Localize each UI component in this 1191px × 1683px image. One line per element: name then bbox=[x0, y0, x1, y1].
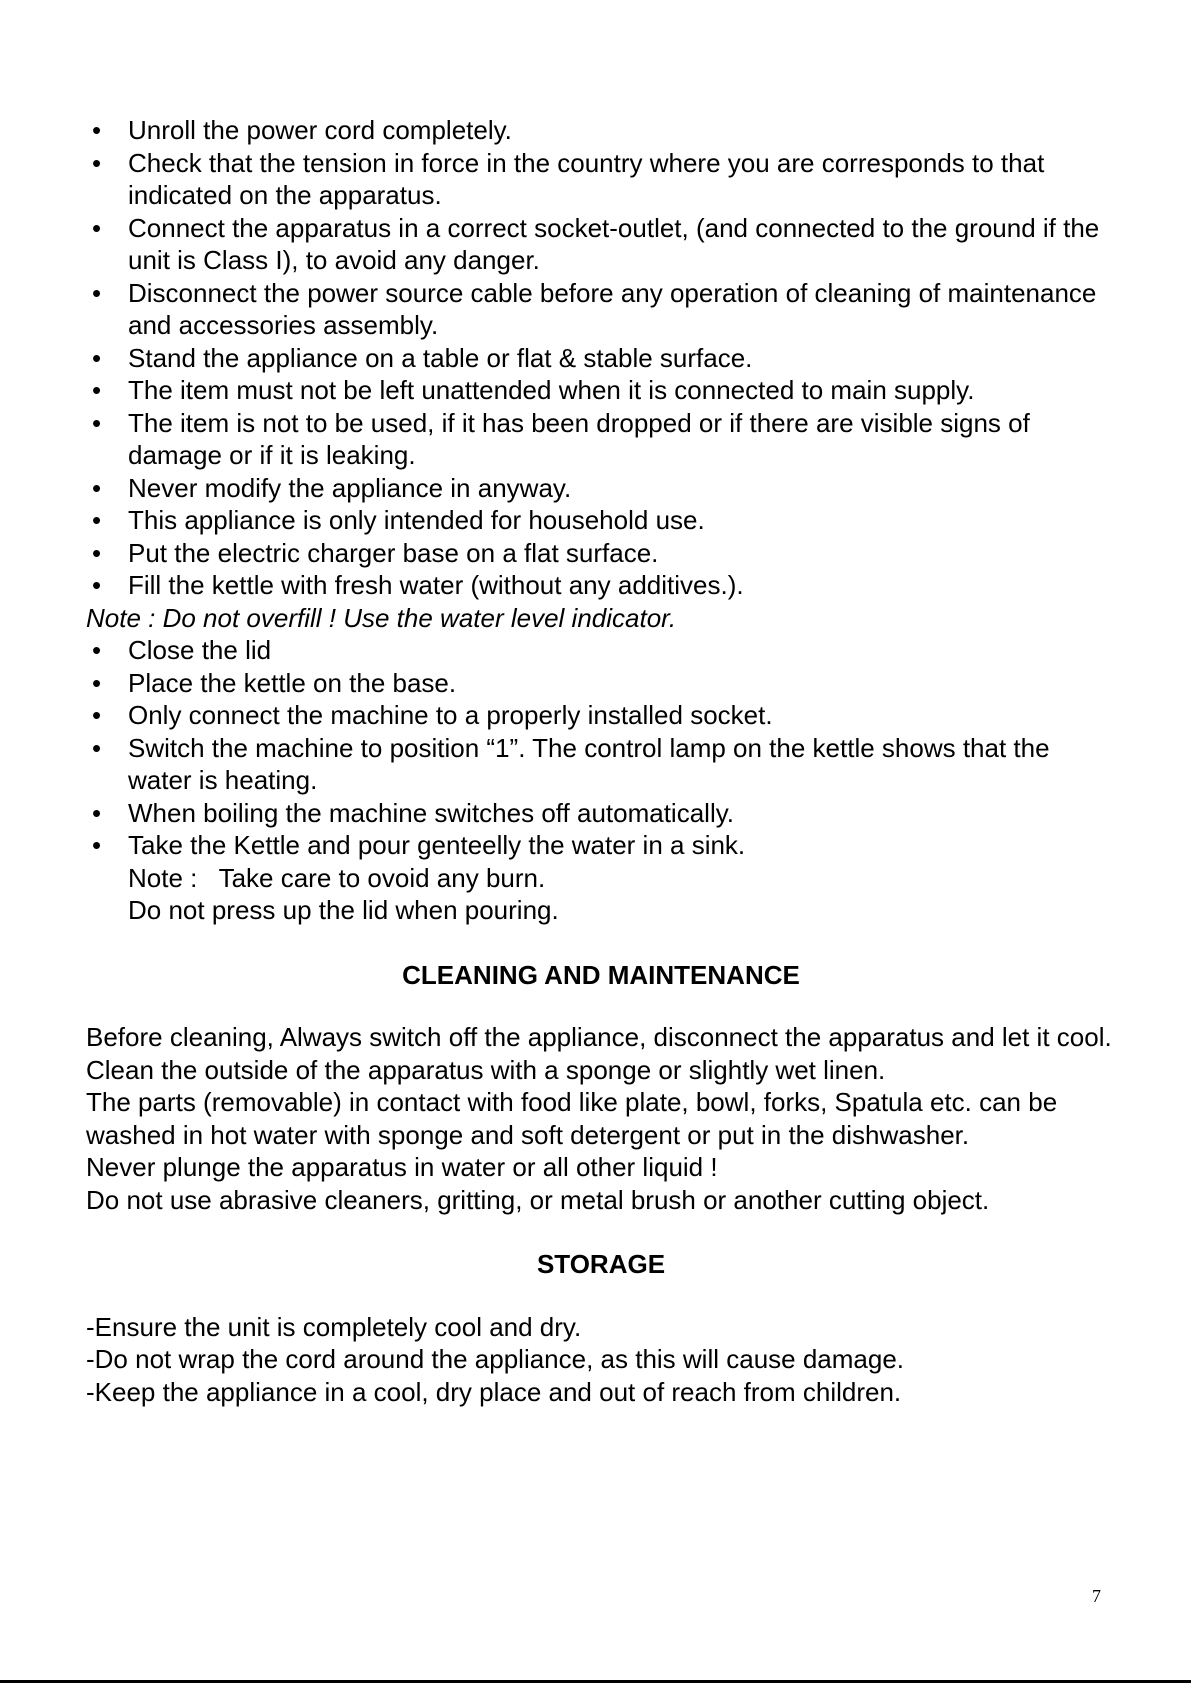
list-item: • Switch the machine to position “1”. The control lamp on the kettle shows that the water is heating. bbox=[92, 732, 1050, 795]
list-item: • Put the electric charger base on a flat surface. bbox=[92, 537, 659, 568]
storage-line: -Keep the appliance in a cool, dry place and out of reach from children. bbox=[86, 1376, 902, 1407]
cleaning-paragraph: The parts (removable) in contact with food like plate, bowl, forks, Spatula etc. can be washed in hot water with sponge and soft detergent or put in the dishwasher. bbox=[86, 1087, 1058, 1150]
list-item: • Never modify the appliance in anyway. bbox=[92, 472, 572, 503]
cleaning-paragraph: Before cleaning, Always switch off the appliance, disconnect the apparatus and let it cool. bbox=[86, 1022, 1112, 1052]
bullet-icon: • bbox=[92, 732, 102, 763]
document-body bbox=[86, 114, 1116, 1408]
cleaning-section bbox=[86, 1021, 1116, 1216]
list-item: • Check that the tension in force in the country where you are corresponds to that indicated on the apparatus. bbox=[92, 147, 1045, 210]
list-item: • The item must not be left unattended when it is connected to main supply. bbox=[92, 375, 975, 405]
bullet-icon: • bbox=[92, 667, 102, 698]
overfill-note: Note : Do not overfill ! Use the water level indicator. bbox=[86, 602, 677, 633]
bullet-icon: • bbox=[92, 115, 102, 145]
pour-note-lid: Do not press up the lid when pouring. bbox=[128, 895, 559, 925]
cleaning-paragraph: Never plunge the apparatus in water or all other liquid ! bbox=[86, 1152, 718, 1182]
storage-section bbox=[86, 1311, 1116, 1409]
bullet-icon: • bbox=[92, 375, 102, 405]
list-item: • Unroll the power cord completely. bbox=[92, 115, 512, 145]
list-item: • Close the lid bbox=[92, 635, 272, 665]
bullet-icon: • bbox=[92, 830, 102, 860]
bullet-icon: • bbox=[92, 472, 102, 503]
list-item: • Stand the appliance on a table or flat & stable surface. bbox=[92, 342, 753, 373]
safety-bullet-list bbox=[86, 114, 1116, 602]
list-item: • Take the Kettle and pour genteelly the water in a sink. bbox=[92, 830, 746, 860]
list-item: • Only connect the machine to a properly installed socket. bbox=[92, 700, 773, 730]
bullet-icon: • bbox=[92, 570, 102, 600]
list-item: • This appliance is only intended for household use. bbox=[92, 505, 705, 535]
bullet-icon: • bbox=[92, 212, 102, 243]
operation-bullet-list bbox=[86, 634, 1116, 862]
page-number: 7 bbox=[1092, 1586, 1101, 1606]
pour-note-burn: Note : Take care to ovoid any burn. bbox=[128, 862, 546, 893]
list-item: • When boiling the machine switches off automatically. bbox=[92, 797, 735, 828]
cleaning-paragraph: Do not use abrasive cleaners, gritting, or metal brush or another cutting object. bbox=[86, 1184, 990, 1215]
list-item: • Disconnect the power source cable before any operation of cleaning of maintenance and accessories assembly. bbox=[92, 277, 1097, 340]
storage-heading: STORAGE bbox=[536, 1249, 666, 1279]
list-item: • Fill the kettle with fresh water (without any additives.). bbox=[92, 570, 744, 600]
bullet-icon: • bbox=[92, 797, 102, 828]
bullet-icon: • bbox=[92, 147, 102, 178]
list-item: • Place the kettle on the base. bbox=[92, 667, 457, 698]
bullet-icon: • bbox=[92, 635, 102, 665]
storage-line: -Ensure the unit is completely cool and dry. bbox=[86, 1311, 582, 1342]
bullet-icon: • bbox=[92, 277, 102, 308]
list-item: • The item is not to be used, if it has been dropped or if there are visible signs of damage or if it is leaking. bbox=[92, 407, 1030, 470]
bullet-icon: • bbox=[92, 407, 102, 438]
list-item: • Connect the apparatus in a correct socket-outlet, (and connected to the ground if the unit is Class I), to avoid any danger. bbox=[92, 212, 1100, 275]
cleaning-paragraph: Clean the outside of the apparatus with a sponge or slightly wet linen. bbox=[86, 1054, 886, 1085]
storage-line: -Do not wrap the cord around the appliance, as this will cause damage. bbox=[86, 1344, 905, 1374]
bullet-icon: • bbox=[92, 700, 102, 730]
cleaning-heading: CLEANING AND MAINTENANCE bbox=[402, 959, 800, 990]
bullet-icon: • bbox=[92, 342, 102, 373]
bullet-icon: • bbox=[92, 505, 102, 535]
bullet-icon: • bbox=[92, 537, 102, 568]
